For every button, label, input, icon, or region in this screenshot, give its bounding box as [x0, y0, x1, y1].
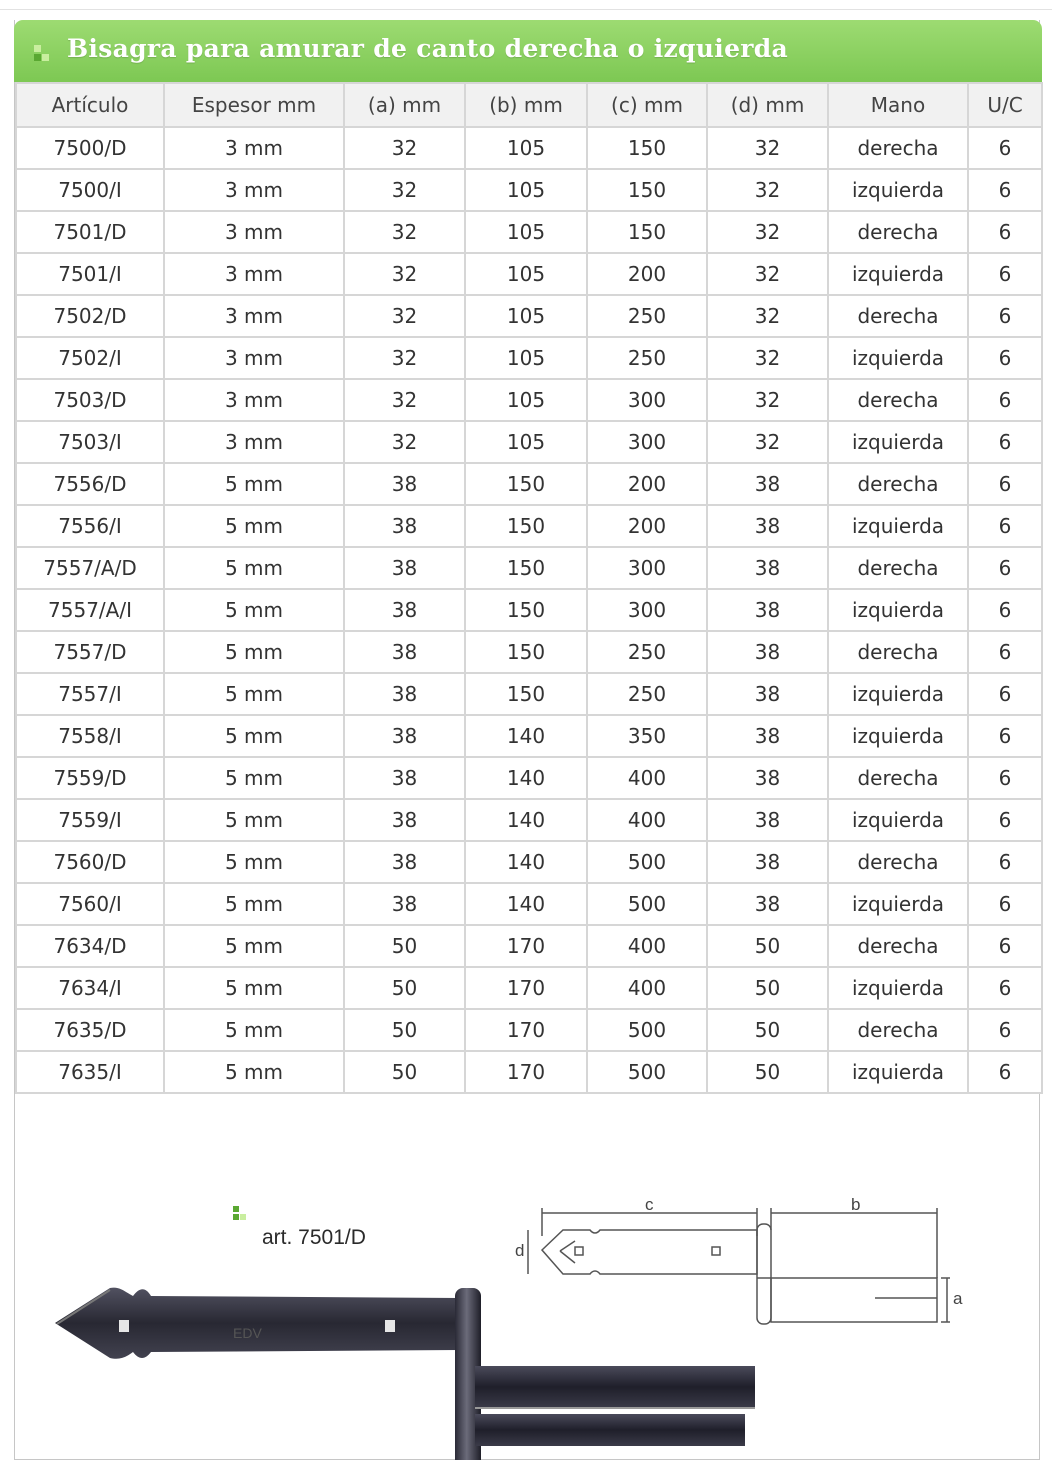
cell-articulo: 7503/D	[16, 379, 164, 421]
cell-espesor: 5 mm	[164, 841, 344, 883]
cell-articulo: 7559/I	[16, 799, 164, 841]
dimension-label-a: a	[953, 1289, 963, 1308]
cell-espesor: 3 mm	[164, 211, 344, 253]
cell-mano: izquierda	[828, 589, 968, 631]
cell-c: 250	[587, 337, 707, 379]
table-row	[16, 295, 1042, 337]
cell-espesor: 5 mm	[164, 1009, 344, 1051]
cell-d: 38	[707, 589, 828, 631]
cell-articulo: 7503/I	[16, 421, 164, 463]
cell-articulo: 7634/I	[16, 967, 164, 1009]
table-row	[16, 337, 1042, 379]
cell-uc: 6	[968, 211, 1042, 253]
cell-espesor: 5 mm	[164, 925, 344, 967]
cell-b: 140	[465, 883, 587, 925]
cell-a: 38	[344, 757, 465, 799]
cell-uc: 6	[968, 841, 1042, 883]
cell-espesor: 3 mm	[164, 337, 344, 379]
cell-uc: 6	[968, 505, 1042, 547]
cell-c: 250	[587, 673, 707, 715]
cell-d: 32	[707, 253, 828, 295]
cell-a: 38	[344, 841, 465, 883]
column-header-articulo: Artículo	[16, 83, 164, 127]
cell-uc: 6	[968, 253, 1042, 295]
cell-b: 150	[465, 589, 587, 631]
cell-espesor: 5 mm	[164, 883, 344, 925]
product-panel	[14, 20, 1040, 1460]
cell-c: 300	[587, 547, 707, 589]
cell-b: 105	[465, 211, 587, 253]
cell-b: 105	[465, 169, 587, 211]
cell-espesor: 5 mm	[164, 967, 344, 1009]
cell-d: 50	[707, 1051, 828, 1093]
cell-b: 150	[465, 673, 587, 715]
cell-mano: derecha	[828, 295, 968, 337]
cell-b: 150	[465, 547, 587, 589]
page-title: Bisagra para amurar de canto derecha o izquierda	[67, 34, 789, 63]
cell-b: 170	[465, 1009, 587, 1051]
dimension-label-c: c	[645, 1195, 654, 1214]
cell-espesor: 3 mm	[164, 379, 344, 421]
product-table	[15, 82, 1043, 1094]
cell-uc: 6	[968, 337, 1042, 379]
cell-c: 500	[587, 883, 707, 925]
cell-a: 32	[344, 337, 465, 379]
cell-a: 32	[344, 169, 465, 211]
cell-a: 38	[344, 505, 465, 547]
cell-mano: derecha	[828, 1009, 968, 1051]
cell-d: 50	[707, 1009, 828, 1051]
table-row	[16, 547, 1042, 589]
cell-c: 150	[587, 169, 707, 211]
cell-d: 32	[707, 421, 828, 463]
table-row	[16, 379, 1042, 421]
column-header-d: (d) mm	[707, 83, 828, 127]
cell-b: 105	[465, 337, 587, 379]
cell-uc: 6	[968, 547, 1042, 589]
table-row	[16, 463, 1042, 505]
cell-c: 300	[587, 589, 707, 631]
cell-c: 500	[587, 1009, 707, 1051]
cell-articulo: 7501/D	[16, 211, 164, 253]
cell-a: 38	[344, 589, 465, 631]
table-row	[16, 1051, 1042, 1093]
cell-a: 38	[344, 547, 465, 589]
cell-articulo: 7560/I	[16, 883, 164, 925]
dimension-label-b: b	[851, 1195, 861, 1214]
cell-articulo: 7500/I	[16, 169, 164, 211]
cell-espesor: 3 mm	[164, 421, 344, 463]
cell-espesor: 3 mm	[164, 169, 344, 211]
dimension-drawing	[528, 1208, 950, 1324]
cell-d: 32	[707, 379, 828, 421]
cell-b: 150	[465, 463, 587, 505]
cell-a: 38	[344, 463, 465, 505]
cell-b: 140	[465, 715, 587, 757]
cell-mano: derecha	[828, 127, 968, 169]
cell-uc: 6	[968, 463, 1042, 505]
cell-c: 350	[587, 715, 707, 757]
cell-a: 38	[344, 799, 465, 841]
cell-c: 150	[587, 127, 707, 169]
cell-articulo: 7556/D	[16, 463, 164, 505]
cell-c: 200	[587, 505, 707, 547]
cell-d: 32	[707, 295, 828, 337]
cell-a: 38	[344, 673, 465, 715]
cell-uc: 6	[968, 757, 1042, 799]
cell-mano: izquierda	[828, 967, 968, 1009]
cell-uc: 6	[968, 883, 1042, 925]
cell-uc: 6	[968, 127, 1042, 169]
cell-articulo: 7557/A/I	[16, 589, 164, 631]
cell-c: 250	[587, 295, 707, 337]
cell-uc: 6	[968, 169, 1042, 211]
hinge-photo	[55, 1288, 755, 1460]
cell-a: 32	[344, 253, 465, 295]
column-header-espesor: Espesor mm	[164, 83, 344, 127]
cell-c: 250	[587, 631, 707, 673]
cell-c: 400	[587, 967, 707, 1009]
table-body	[16, 127, 1042, 1093]
table-row	[16, 925, 1042, 967]
table-row	[16, 841, 1042, 883]
cell-espesor: 3 mm	[164, 295, 344, 337]
cell-espesor: 5 mm	[164, 463, 344, 505]
cell-d: 38	[707, 799, 828, 841]
cell-b: 170	[465, 925, 587, 967]
table-row	[16, 253, 1042, 295]
cell-mano: derecha	[828, 925, 968, 967]
cell-espesor: 3 mm	[164, 127, 344, 169]
cell-mano: derecha	[828, 631, 968, 673]
cell-articulo: 7502/I	[16, 337, 164, 379]
table-row	[16, 505, 1042, 547]
cell-uc: 6	[968, 925, 1042, 967]
cell-uc: 6	[968, 799, 1042, 841]
table-row	[16, 883, 1042, 925]
top-divider	[0, 9, 1052, 10]
cell-articulo: 7634/D	[16, 925, 164, 967]
table-header-row	[16, 83, 1042, 127]
cell-espesor: 5 mm	[164, 757, 344, 799]
cell-d: 38	[707, 841, 828, 883]
cell-mano: derecha	[828, 841, 968, 883]
cell-uc: 6	[968, 589, 1042, 631]
cell-b: 105	[465, 421, 587, 463]
cell-articulo: 7556/I	[16, 505, 164, 547]
cell-d: 32	[707, 127, 828, 169]
table-row	[16, 673, 1042, 715]
cell-b: 140	[465, 757, 587, 799]
cell-b: 105	[465, 379, 587, 421]
cell-espesor: 5 mm	[164, 799, 344, 841]
cell-mano: derecha	[828, 757, 968, 799]
cell-c: 500	[587, 1051, 707, 1093]
cell-b: 105	[465, 127, 587, 169]
cell-b: 170	[465, 1051, 587, 1093]
cell-espesor: 5 mm	[164, 505, 344, 547]
cell-espesor: 5 mm	[164, 673, 344, 715]
column-header-mano: Mano	[828, 83, 968, 127]
cell-articulo: 7559/D	[16, 757, 164, 799]
cell-c: 150	[587, 211, 707, 253]
cell-uc: 6	[968, 421, 1042, 463]
cell-uc: 6	[968, 967, 1042, 1009]
cell-b: 140	[465, 799, 587, 841]
column-header-a: (a) mm	[344, 83, 465, 127]
cell-articulo: 7635/I	[16, 1051, 164, 1093]
product-figure	[15, 1138, 1041, 1460]
cell-c: 300	[587, 379, 707, 421]
cell-articulo: 7557/A/D	[16, 547, 164, 589]
cell-c: 200	[587, 253, 707, 295]
table-row	[16, 967, 1042, 1009]
cell-mano: derecha	[828, 547, 968, 589]
cell-mano: derecha	[828, 463, 968, 505]
cell-c: 400	[587, 925, 707, 967]
cell-d: 38	[707, 505, 828, 547]
cell-d: 50	[707, 967, 828, 1009]
table-row	[16, 421, 1042, 463]
cell-mano: izquierda	[828, 169, 968, 211]
cell-mano: derecha	[828, 211, 968, 253]
cell-uc: 6	[968, 379, 1042, 421]
cell-d: 32	[707, 211, 828, 253]
cell-espesor: 5 mm	[164, 547, 344, 589]
cell-espesor: 3 mm	[164, 253, 344, 295]
cell-c: 200	[587, 463, 707, 505]
cell-articulo: 7501/I	[16, 253, 164, 295]
table-row	[16, 799, 1042, 841]
cell-uc: 6	[968, 1009, 1042, 1051]
dimension-label-d: d	[515, 1241, 525, 1260]
cell-uc: 6	[968, 673, 1042, 715]
cell-espesor: 5 mm	[164, 589, 344, 631]
table-row	[16, 631, 1042, 673]
cell-articulo: 7500/D	[16, 127, 164, 169]
cell-d: 32	[707, 337, 828, 379]
cell-a: 50	[344, 925, 465, 967]
cell-uc: 6	[968, 1051, 1042, 1093]
hinge-illustration	[15, 1138, 1041, 1460]
cell-b: 105	[465, 295, 587, 337]
cell-d: 38	[707, 673, 828, 715]
cell-d: 38	[707, 631, 828, 673]
cell-mano: izquierda	[828, 505, 968, 547]
table-row	[16, 757, 1042, 799]
cell-d: 38	[707, 547, 828, 589]
cell-uc: 6	[968, 715, 1042, 757]
cell-a: 32	[344, 295, 465, 337]
cell-mano: izquierda	[828, 715, 968, 757]
cell-a: 38	[344, 715, 465, 757]
cell-a: 32	[344, 379, 465, 421]
article-label: art. 7501/D	[262, 1226, 366, 1249]
green-squares-icon	[34, 45, 50, 71]
cell-mano: izquierda	[828, 799, 968, 841]
cell-mano: derecha	[828, 379, 968, 421]
cell-b: 150	[465, 505, 587, 547]
cell-a: 32	[344, 421, 465, 463]
cell-mano: izquierda	[828, 421, 968, 463]
cell-a: 38	[344, 883, 465, 925]
cell-d: 38	[707, 715, 828, 757]
cell-mano: izquierda	[828, 883, 968, 925]
cell-a: 32	[344, 211, 465, 253]
table-row	[16, 589, 1042, 631]
cell-a: 32	[344, 127, 465, 169]
table-row	[16, 211, 1042, 253]
cell-uc: 6	[968, 295, 1042, 337]
title-bar	[14, 20, 1042, 82]
cell-mano: izquierda	[828, 253, 968, 295]
cell-espesor: 5 mm	[164, 1051, 344, 1093]
table-row	[16, 1009, 1042, 1051]
table-row	[16, 715, 1042, 757]
cell-b: 140	[465, 841, 587, 883]
cell-d: 32	[707, 169, 828, 211]
cell-articulo: 7502/D	[16, 295, 164, 337]
cell-a: 50	[344, 1009, 465, 1051]
column-header-c: (c) mm	[587, 83, 707, 127]
cell-c: 400	[587, 757, 707, 799]
cell-articulo: 7557/D	[16, 631, 164, 673]
table-row	[16, 127, 1042, 169]
cell-articulo: 7558/I	[16, 715, 164, 757]
cell-a: 50	[344, 1051, 465, 1093]
cell-espesor: 5 mm	[164, 715, 344, 757]
cell-a: 50	[344, 967, 465, 1009]
cell-articulo: 7635/D	[16, 1009, 164, 1051]
cell-d: 38	[707, 757, 828, 799]
cell-mano: izquierda	[828, 1051, 968, 1093]
cell-d: 50	[707, 925, 828, 967]
cell-b: 105	[465, 253, 587, 295]
photo-stamp: EDV	[233, 1325, 262, 1341]
cell-articulo: 7557/I	[16, 673, 164, 715]
table-row	[16, 169, 1042, 211]
cell-b: 170	[465, 967, 587, 1009]
cell-a: 38	[344, 631, 465, 673]
cell-articulo: 7560/D	[16, 841, 164, 883]
cell-d: 38	[707, 883, 828, 925]
column-header-uc: U/C	[968, 83, 1042, 127]
cell-c: 400	[587, 799, 707, 841]
cell-mano: izquierda	[828, 673, 968, 715]
cell-c: 500	[587, 841, 707, 883]
cell-uc: 6	[968, 631, 1042, 673]
cell-mano: izquierda	[828, 337, 968, 379]
column-header-b: (b) mm	[465, 83, 587, 127]
cell-d: 38	[707, 463, 828, 505]
cell-b: 150	[465, 631, 587, 673]
cell-espesor: 5 mm	[164, 631, 344, 673]
cell-c: 300	[587, 421, 707, 463]
